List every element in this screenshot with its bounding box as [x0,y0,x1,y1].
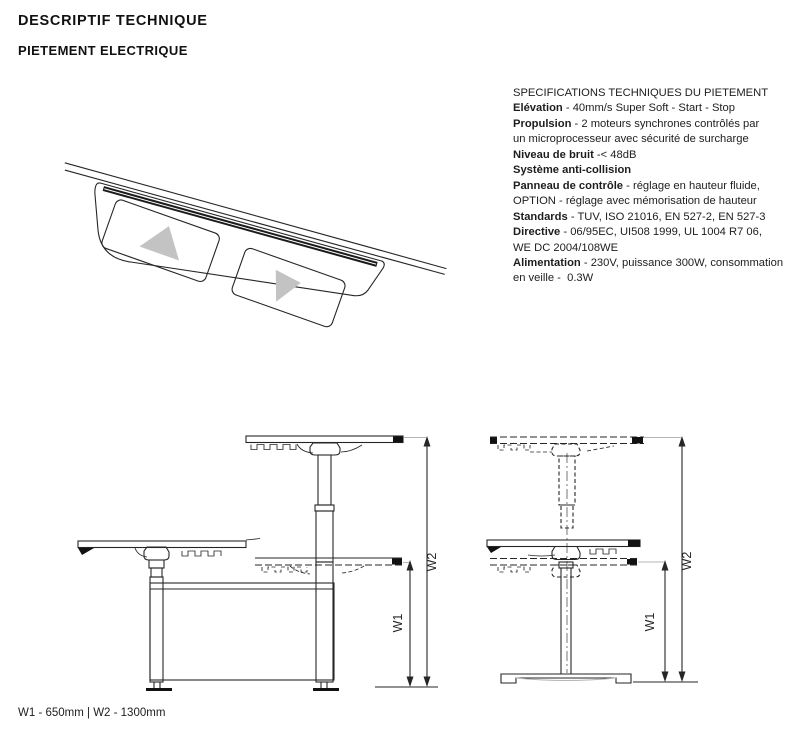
page-title: DESCRIPTIF TECHNIQUE [18,13,208,29]
cable-tray-zigzag [498,567,530,572]
low-bracket [144,547,169,560]
arrowhead-down-icon [407,677,414,688]
w2-label: W2 [425,552,439,572]
foot [313,688,339,691]
top-bracket [552,444,580,456]
cable-tray-zigzag [251,445,296,450]
spec-line: OPTION - réglage avec mémorisation de hauteur [513,195,757,208]
band-highlight [104,189,376,264]
desk-edge-line [65,169,445,275]
elevation-left-figure [50,425,450,701]
tabletop-end-tick [628,540,640,547]
up-arrow-icon [139,219,188,260]
tabletop-end-tick [393,437,403,443]
bracket-arm [587,446,614,451]
spec-line: Directive - 06/95EC, UI508 1999, UL 1004 R7 06, [513,226,762,239]
tabletop-end-tick [487,547,501,553]
specs-heading: SPECIFICATIONS TECHNIQUES DU PIETEMENT [513,87,769,99]
spec-line: Alimentation - 230V, puissance 300W, consommation [513,256,784,269]
arrowhead-down-icon [679,672,686,683]
column-upper-tube [318,455,331,505]
spec-line: Elévation - 40mm/s Super Soft - Start - Stop [513,102,735,115]
spec-line: en veille - 0.3W [513,272,594,285]
dimensions-caption: W1 - 650mm | W2 - 1300mm [18,707,166,719]
cable-tray-zigzag [262,567,307,572]
elevation-right-figure [470,425,710,701]
bench-frame [150,583,334,680]
spec-line: Standards - TUV, ISO 21016, EN 527-2, EN 527-3 [513,210,766,223]
specifications-block [513,86,800,287]
tabletop-end-tick [392,559,402,565]
arrowhead-up-icon [407,560,414,571]
raised-tabletop [246,436,403,443]
control-panel-figure [55,148,457,323]
arrowhead-down-icon [424,677,431,688]
column-collar [315,505,334,511]
desk-edge-line [65,163,447,269]
phantom-bracket [552,565,580,577]
spec-line: Propulsion - 2 moteurs synchrones contrôlés par [513,117,760,130]
column-upper-tube [151,568,162,577]
tabletop-end-tick [632,437,643,444]
tabletop-end-tick [78,548,94,555]
bracket [552,547,580,560]
column-lower-tube [316,511,333,562]
tabletop-end-tick [490,438,497,444]
column-lower-tube [316,562,333,682]
arrowhead-down-icon [662,672,669,683]
elevation-right-drawing [487,436,698,683]
spec-line: Niveau de bruit -< 48dB [513,148,637,161]
top-bracket [310,443,340,455]
column-lower-tube [150,577,163,682]
w2-label: W2 [680,551,694,571]
desk-edge-hint [246,539,260,541]
bracket-arm [341,445,362,452]
bracket-arm [342,566,364,573]
spec-line: WE DC 2004/108WE [513,241,619,254]
page-subtitle: PIETEMENT ELECTRIQUE [18,43,188,58]
w1-label: W1 [391,613,405,633]
tabletop-end-tick [627,559,637,565]
spec-line: un microprocesseur avec sécurité de surcharge [513,133,749,146]
column-cap [149,560,164,568]
spec-line: Système anti-collision [513,164,632,177]
cable-tray-zigzag [590,549,616,554]
cable-tray-zigzag [182,551,221,556]
down-button-drawing [230,247,346,329]
solid-tabletop [487,540,640,547]
control-panel-drawing [41,163,446,354]
cable-tray-zigzag [498,445,530,450]
foot [146,688,172,691]
spec-line: Panneau de contrôle - réglage en hauteur fluide, [513,179,760,192]
down-arrow-icon [266,270,302,308]
bracket-arm [528,555,555,556]
elevation-left-drawing [78,436,439,691]
w1-label: W1 [643,612,657,632]
